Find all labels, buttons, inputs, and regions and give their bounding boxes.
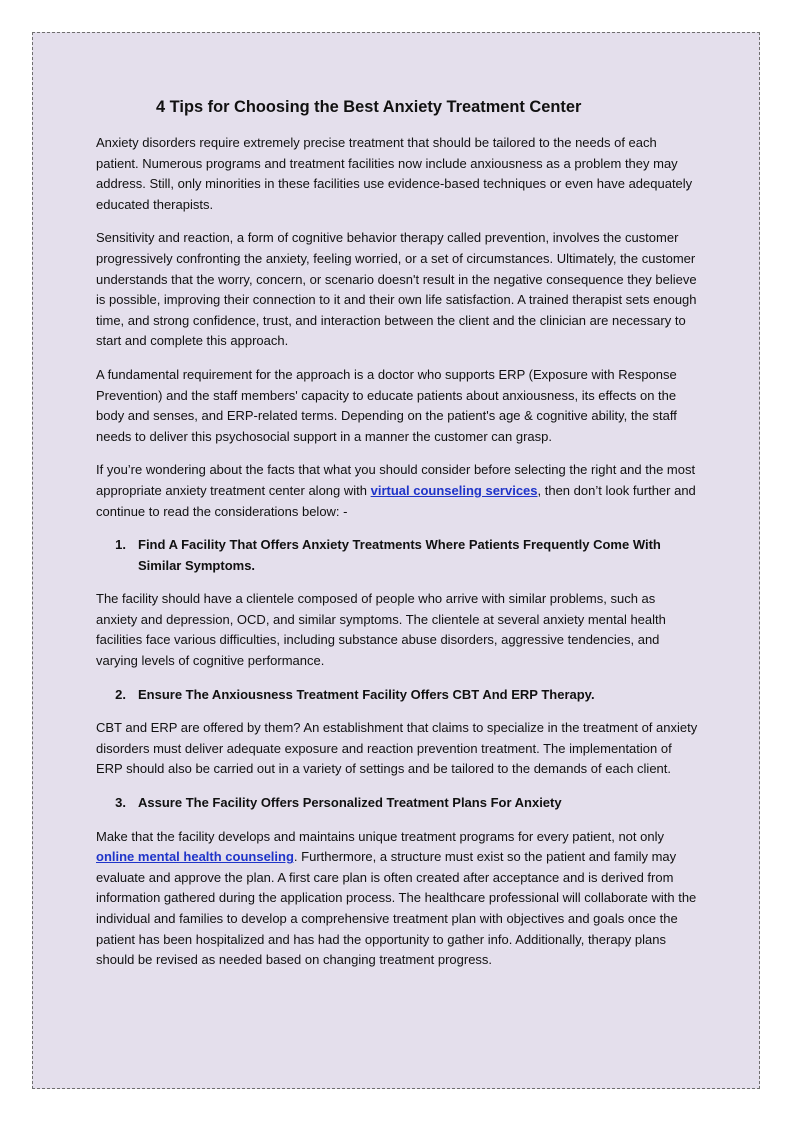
- virtual-counseling-services-link[interactable]: virtual counseling services: [370, 482, 538, 498]
- document-body: [96, 96, 700, 984]
- lead-in-text-after: , then don’t look further and continue to read the considerations below: -: [96, 482, 696, 519]
- tip-3-body-before: Make that the facility develops and maintains unique treatment programs for every patient, not only: [96, 828, 664, 844]
- lead-in-text-before: If you’re wondering about the facts that what you should consider before selecting the right and the most appropriate anxiety treatment center along with: [96, 462, 696, 498]
- tip-3-body-after: . Furthermore, a structure must exist so the patient and family may evaluate and approve the plan. A first care plan is often created after acceptance and is derived from information gathered during the application process. The healthcare professional will collaborate with the individual and families to develop a comprehensive treatment plan with objectives and goals once the patient has been hospitalized and has had the opportunity to gather info. Additionally, therapy plans should be revised as needed based on changing treatment progress.: [96, 849, 697, 968]
- tip-3-body: [96, 827, 700, 971]
- tip-1-number: 1.: [115, 537, 126, 553]
- intro-paragraph-3: A fundamental requirement for the approach is a doctor who supports ERP (Exposure with Response Prevention) and the staff members' capacity to educate patients about anxiousness, its effects on the body and senses, and ERP-related terms. Depending on the patient's age & cognitive ability, the staff needs to deliver this psychosocial support in a manner the customer can grasp.: [96, 366, 677, 444]
- tip-3-number: 3.: [115, 795, 126, 811]
- tip-2-number: 2.: [115, 686, 126, 702]
- tip-1-heading: [96, 535, 700, 576]
- tip-3-heading: [96, 793, 700, 814]
- online-mental-health-counseling-link[interactable]: online mental health counseling: [96, 849, 294, 865]
- tip-2-body: CBT and ERP are offered by them? An establishment that claims to specialize in the treatment of anxiety disorders must deliver adequate exposure and reaction prevention treatment. The implementation of ERP should also be carried out in a variety of settings and be tailored to the demands of each client.: [96, 720, 698, 777]
- tip-3-heading-text: Assure The Facility Offers Personalized Treatment Plans For Anxiety: [138, 795, 562, 811]
- intro-paragraph-2: Sensitivity and reaction, a form of cognitive behavior therapy called prevention, involves the customer progressively confronting the anxiety, feeling worried, or a set of circumstances. Ultimately, the customer understands that the worry, concern, or scenario doesn't result in the negative consequence they believe is possible, improving their connection to it and their own life satisfaction. A trained therapist sets enough time, and strong confidence, trust, and interaction between the client and the clinician are necessary to start and complete this approach.: [96, 230, 697, 349]
- tip-1-heading-text: Find A Facility That Offers Anxiety Treatments Where Patients Frequently Come With Similar Symptoms.: [138, 537, 661, 573]
- intro-paragraph-1: Anxiety disorders require extremely precise treatment that should be tailored to the needs of each patient. Numerous programs and treatment facilities now include anxiousness as a problem they may address. Still, only minorities in these facilities use evidence-based techniques or even have adequately educated therapists.: [96, 135, 693, 212]
- tip-2-heading-text: Ensure The Anxiousness Treatment Facility Offers CBT And ERP Therapy.: [138, 686, 595, 702]
- tip-1-body: The facility should have a clientele composed of people who arrive with similar problems, such as anxiety and depression, OCD, and similar symptoms. The clientele at several anxiety mental health facilities face various difficulties, including substance abuse disorders, aggressive tendencies, and varying levels of cognitive performance.: [96, 591, 666, 669]
- lead-in-paragraph: [96, 460, 700, 522]
- tip-2-heading: [96, 685, 700, 706]
- document-title: 4 Tips for Choosing the Best Anxiety Treatment Center: [156, 98, 582, 116]
